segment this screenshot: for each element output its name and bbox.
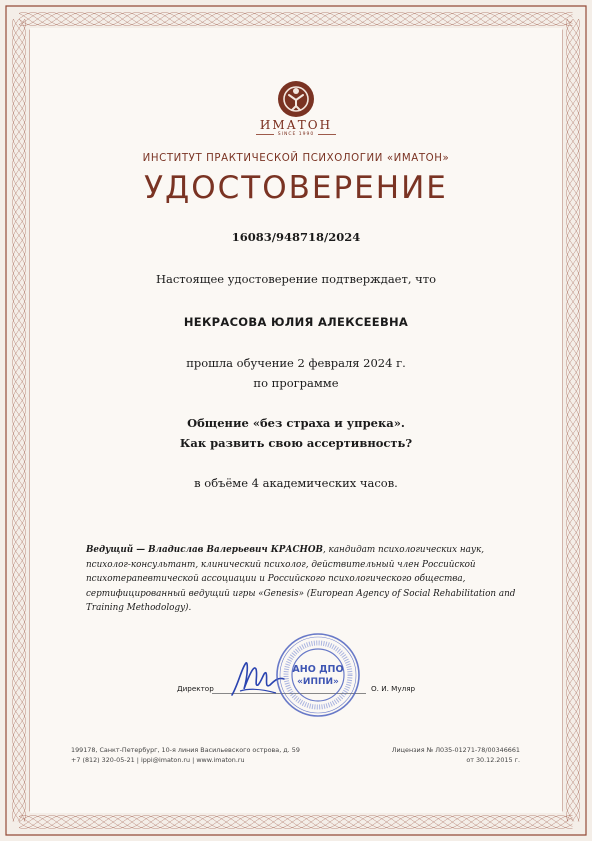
training-info xyxy=(0,353,592,393)
brand-name: ИМАТОН xyxy=(259,118,333,132)
certificate-number: 16083/948718/2024 xyxy=(231,230,361,244)
footer-license xyxy=(392,746,520,765)
director-name: О. И. Муляр xyxy=(371,684,416,693)
director-label: Директор xyxy=(177,684,214,693)
lecturer-name: Ведущий — Владислав Валерьевич КРАСНОВ xyxy=(86,545,323,555)
training-date: прошла обучение 2 февраля 2024 г. xyxy=(186,356,406,370)
brand-since: SINCE 1990 xyxy=(277,132,315,137)
program-title-line1: Общение «без страха и упрека». xyxy=(187,416,405,430)
hours-volume: в объёме 4 академических часов. xyxy=(194,476,398,490)
footer-contacts xyxy=(71,746,300,765)
training-program-label: по программе xyxy=(253,376,339,390)
institute-name: ИНСТИТУТ ПРАКТИЧЕСКОЙ ПСИХОЛОГИИ «ИМАТОН» xyxy=(142,153,450,164)
confirm-text: Настоящее удостоверение подтверждает, что xyxy=(155,272,437,286)
official-stamp-icon xyxy=(275,632,361,718)
document-title: УДОСТОВЕРЕНИЕ xyxy=(144,170,448,206)
program-title xyxy=(0,413,592,453)
lecturer-description: , кандидат психологических наук, психолог-консультант, клинический психолог, действительный член Российской психотерапевтической ассоциации и Российского психологического общества, сертифицированный ведущий игры «Genesis» (European Agency of Social Rehabilitation and Training Methodology). xyxy=(86,545,516,613)
lecturer-info xyxy=(86,543,522,616)
license-number: Лицензия № Л035-01271-78/00346661 xyxy=(391,746,520,754)
stamp-center-line2: «ИППИ» xyxy=(297,677,339,687)
since-divider-right xyxy=(318,134,336,135)
footer-phone-email-web: +7 (812) 320-05-21 | ippi@imaton.ru | www.imaton.ru xyxy=(71,755,245,764)
imaton-logo-icon xyxy=(277,80,315,118)
footer-address: 199178, Санкт-Петербург, 10-я линия Васильевского острова, д. 59 xyxy=(71,746,300,754)
license-date: от 30.12.2015 г. xyxy=(466,755,520,764)
person-name: НЕКРАСОВА ЮЛИЯ АЛЕКСЕЕВНА xyxy=(183,315,409,329)
program-title-line2: Как развить свою ассертивность? xyxy=(179,436,413,450)
stamp-center-line1: АНО ДПО xyxy=(292,664,344,675)
